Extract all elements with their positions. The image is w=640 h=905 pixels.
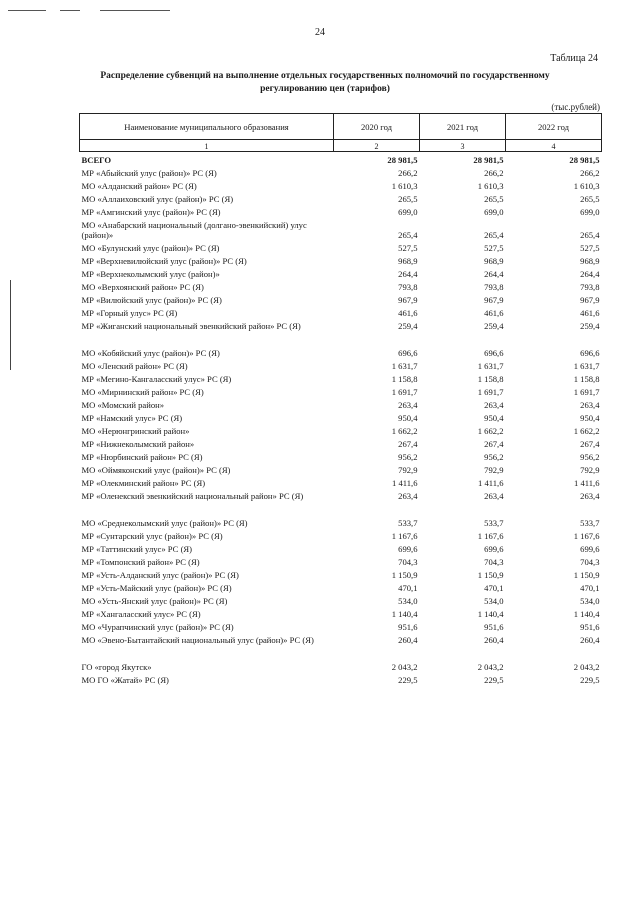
value-2020: 967,9: [398, 295, 418, 305]
value-2020: 265,5: [398, 194, 418, 204]
table-row: [80, 318, 602, 331]
table-row: [80, 462, 602, 475]
value-2021: 260,4: [484, 635, 504, 645]
table-row: [80, 204, 602, 217]
value-2020: 792,9: [398, 465, 418, 475]
value-2021: 533,7: [484, 518, 504, 528]
value-2020: 229,5: [398, 675, 418, 685]
value-2020: 1 411,6: [392, 478, 418, 488]
value-2022: 263,4: [580, 491, 600, 501]
value-2021: 1 610,3: [477, 181, 504, 191]
value-2022: 1 610,3: [573, 181, 600, 191]
municipality-name: МР «Амгинский улус (район)» РС (Я): [81, 207, 221, 217]
municipality-name: МР «Нюрбинский район» РС (Я): [81, 452, 203, 462]
column-number: 4: [506, 140, 602, 152]
subsidy-table: [79, 113, 602, 685]
value-2020: 699,6: [398, 544, 418, 554]
value-2021: 1 150,9: [477, 570, 504, 580]
municipality-name: МО «Ленский район» РС (Я): [81, 361, 188, 371]
municipality-name: МР «Усть-Майский улус (район)» РС (Я): [81, 583, 232, 593]
value-2022: 699,6: [580, 544, 600, 554]
municipality-name: МР «Таттинский улус» РС (Я): [81, 544, 193, 554]
value-2022: 229,5: [580, 675, 600, 685]
total-2021: 28 981,5: [473, 155, 504, 165]
value-2021: 1 631,7: [477, 361, 504, 371]
municipality-name: МР «Жиганский национальный эвенкийский район» РС (Я): [81, 321, 301, 331]
value-2022: 1 158,8: [573, 374, 600, 384]
municipality-name: МР «Верхневилюйский улус (район)» РС (Я): [81, 256, 247, 266]
table-row: [80, 384, 602, 397]
value-2022: 534,0: [580, 596, 600, 606]
value-2021: 470,1: [484, 583, 504, 593]
value-2021: 704,3: [484, 557, 504, 567]
value-2022: 259,4: [580, 321, 600, 331]
value-2020: 793,8: [398, 282, 418, 292]
table-row: [80, 619, 602, 632]
value-2021: 968,9: [484, 256, 504, 266]
value-2021: 264,4: [484, 269, 504, 279]
value-2020: 1 150,9: [391, 570, 418, 580]
value-2021: 259,4: [484, 321, 504, 331]
table-row: [80, 305, 602, 318]
total-row: [80, 152, 602, 166]
municipality-name: МО «Момский район»: [81, 400, 165, 410]
value-2022: 1 140,4: [573, 609, 600, 619]
scan-artifact-line: [8, 10, 46, 11]
group-spacer: [80, 645, 602, 659]
municipality-name: ГО «город Якутск»: [81, 662, 152, 672]
column-header-2020: 2020 год: [334, 114, 420, 140]
municipality-name: МР «Намский улус» РС (Я): [81, 413, 183, 423]
table-row: [80, 358, 602, 371]
group-spacer: [80, 501, 602, 515]
value-2020: 263,4: [398, 491, 418, 501]
value-2021: 263,4: [484, 400, 504, 410]
value-2020: 267,4: [398, 439, 418, 449]
value-2022: 1 631,7: [573, 361, 600, 371]
value-2021: 2 043,2: [477, 662, 504, 672]
table-row: [80, 165, 602, 178]
value-2021: 951,6: [484, 622, 504, 632]
municipality-name: МР «Нижнеколымский район»: [81, 439, 195, 449]
value-2021: 461,6: [484, 308, 504, 318]
value-2022: 264,4: [580, 269, 600, 279]
value-2022: 951,6: [580, 622, 600, 632]
value-2021: 1 167,6: [477, 531, 504, 541]
value-2020: 533,7: [398, 518, 418, 528]
municipality-name: МР «Хангаласский улус» РС (Я): [81, 609, 201, 619]
margin-mark: [10, 280, 11, 370]
table-row: [80, 515, 602, 528]
table-row: [80, 279, 602, 292]
table-row: [80, 423, 602, 436]
value-2021: 699,6: [484, 544, 504, 554]
value-2021: 696,6: [484, 348, 504, 358]
value-2022: 968,9: [580, 256, 600, 266]
value-2020: 260,4: [398, 635, 418, 645]
value-2021: 950,4: [484, 413, 504, 423]
table-label: Таблица 24: [550, 53, 598, 64]
table-row: [80, 672, 602, 685]
value-2021: 266,2: [484, 168, 504, 178]
table-row: [80, 632, 602, 645]
page-number: 24: [315, 27, 325, 38]
value-2022: 470,1: [580, 583, 600, 593]
value-2020: 1 140,4: [391, 609, 418, 619]
value-2020: 1 167,6: [391, 531, 418, 541]
value-2022: 1 167,6: [573, 531, 600, 541]
municipality-name: МР «Горный улус» РС (Я): [81, 308, 178, 318]
value-2020: 259,4: [398, 321, 418, 331]
table-title: Распределение субвенций на выполнение отдельных государственных полномочий по государственному регулированию цен (тарифов): [100, 71, 550, 94]
value-2021: 956,2: [484, 452, 504, 462]
value-2022: 267,4: [580, 439, 600, 449]
group-spacer: [80, 331, 602, 345]
value-2022: 527,5: [580, 243, 600, 253]
municipality-name: МО «Оймяконский улус (район)» РС (Я): [81, 465, 231, 475]
value-2021: 527,5: [484, 243, 504, 253]
value-2022: 2 043,2: [573, 662, 600, 672]
value-2022: 1 150,9: [573, 570, 600, 580]
table-row: [80, 178, 602, 191]
units-label: (тыс.рублей): [551, 102, 600, 112]
value-2020: 1 631,7: [391, 361, 418, 371]
table-row: [80, 266, 602, 279]
value-2021: 263,4: [484, 491, 504, 501]
value-2022: 950,4: [580, 413, 600, 423]
municipality-name: МО «Среднеколымский улус (район)» РС (Я): [81, 518, 248, 528]
value-2022: 533,7: [580, 518, 600, 528]
value-2022: 265,5: [580, 194, 600, 204]
table-row: [80, 371, 602, 384]
value-2020: 265,4: [398, 230, 418, 240]
value-2021: 792,9: [484, 465, 504, 475]
value-2022: 699,0: [580, 207, 600, 217]
value-2022: 967,9: [580, 295, 600, 305]
column-number: 1: [80, 140, 334, 152]
value-2022: 1 691,7: [573, 387, 600, 397]
municipality-name: МО «Нерюнгринский район»: [81, 426, 190, 436]
value-2022: 263,4: [580, 400, 600, 410]
table-row: [80, 606, 602, 619]
value-2021: 1 411,6: [478, 478, 504, 488]
value-2021: 699,0: [484, 207, 504, 217]
table-row: [80, 217, 602, 240]
table-row: [80, 554, 602, 567]
value-2020: 696,6: [398, 348, 418, 358]
value-2022: 956,2: [580, 452, 600, 462]
value-2020: 950,4: [398, 413, 418, 423]
table-row: [80, 659, 602, 672]
value-2022: 265,4: [580, 230, 600, 240]
municipality-name: МО «Булунский улус (район)» РС (Я): [81, 243, 220, 253]
value-2022: 696,6: [580, 348, 600, 358]
table-row: [80, 593, 602, 606]
value-2021: 967,9: [484, 295, 504, 305]
municipality-name: МО «Анабарский национальный (долгано-эвенкийский) улус (район)»: [81, 220, 307, 240]
municipality-name: МО «Алданский район» РС (Я): [81, 181, 197, 191]
value-2020: 1 158,8: [391, 374, 418, 384]
value-2020: 2 043,2: [391, 662, 418, 672]
municipality-name: МР «Усть-Алданский улус (район)» РС (Я): [81, 570, 239, 580]
municipality-name: МО ГО «Жатай» РС (Я): [81, 675, 169, 685]
municipality-name: МО «Кобяйский улус (район)» РС (Я): [81, 348, 220, 358]
value-2022: 704,3: [580, 557, 600, 567]
value-2021: 265,4: [484, 230, 504, 240]
value-2020: 527,5: [398, 243, 418, 253]
value-2020: 704,3: [398, 557, 418, 567]
value-2021: 1 140,4: [477, 609, 504, 619]
value-2021: 534,0: [484, 596, 504, 606]
municipality-name: МО «Аллаиховский улус (район)» РС (Я): [81, 194, 234, 204]
table-row: [80, 475, 602, 488]
table-row: [80, 541, 602, 554]
municipality-name: МР «Абыйский улус (район)» РС (Я): [81, 168, 217, 178]
municipality-name: МО «Верхоянский район» РС (Я): [81, 282, 204, 292]
municipality-name: МР «Мегино-Кангаласский улус» РС (Я): [81, 374, 232, 384]
value-2022: 793,8: [580, 282, 600, 292]
table-row: [80, 397, 602, 410]
table-row: [80, 240, 602, 253]
value-2020: 1 610,3: [391, 181, 418, 191]
table-row: [80, 488, 602, 501]
table-row: [80, 436, 602, 449]
value-2022: 461,6: [580, 308, 600, 318]
municipality-name: МР «Сунтарский улус (район)» РС (Я): [81, 531, 223, 541]
value-2022: 260,4: [580, 635, 600, 645]
value-2020: 1 691,7: [391, 387, 418, 397]
column-header-name: Наименование муниципального образования: [80, 114, 334, 140]
table-row: [80, 449, 602, 462]
municipality-name: МО «Эвено-Бытантайский национальный улус (район)» РС (Я): [81, 635, 314, 645]
table-row: [80, 580, 602, 593]
total-2020: 28 981,5: [387, 155, 418, 165]
value-2021: 793,8: [484, 282, 504, 292]
municipality-name: МР «Оленекский эвенкийский национальный район» РС (Я): [81, 491, 304, 501]
table-row: [80, 292, 602, 305]
value-2020: 951,6: [398, 622, 418, 632]
value-2022: 1 662,2: [573, 426, 600, 436]
value-2021: 1 691,7: [477, 387, 504, 397]
municipality-name: МО «Усть-Янский улус (район)» РС (Я): [81, 596, 228, 606]
table-row: [80, 528, 602, 541]
column-header-2022: 2022 год: [506, 114, 602, 140]
municipality-name: МР «Верхнеколымский улус (район)»: [81, 269, 220, 279]
value-2021: 265,5: [484, 194, 504, 204]
column-header-2021: 2021 год: [420, 114, 506, 140]
municipality-name: МО «Чурапчинский улус (район)» РС (Я): [81, 622, 234, 632]
municipality-name: МР «Олекминский район» РС (Я): [81, 478, 206, 488]
value-2021: 1 158,8: [477, 374, 504, 384]
value-2021: 267,4: [484, 439, 504, 449]
value-2022: 266,2: [580, 168, 600, 178]
municipality-name: МО «Мирнинский район» РС (Я): [81, 387, 204, 397]
value-2022: 792,9: [580, 465, 600, 475]
value-2022: 1 411,6: [574, 478, 600, 488]
municipality-name: МР «Вилюйский улус (район)» РС (Я): [81, 295, 222, 305]
column-number: 2: [334, 140, 420, 152]
table-row: [80, 253, 602, 266]
table-row: [80, 191, 602, 204]
value-2020: 263,4: [398, 400, 418, 410]
value-2021: 1 662,2: [477, 426, 504, 436]
value-2020: 968,9: [398, 256, 418, 266]
value-2020: 461,6: [398, 308, 418, 318]
value-2020: 470,1: [398, 583, 418, 593]
value-2020: 534,0: [398, 596, 418, 606]
value-2020: 264,4: [398, 269, 418, 279]
table-row: [80, 567, 602, 580]
scan-artifact-line: [100, 10, 170, 11]
table-row: [80, 345, 602, 358]
scan-artifact-line: [60, 10, 80, 11]
value-2020: 266,2: [398, 168, 418, 178]
value-2020: 1 662,2: [391, 426, 418, 436]
table-row: [80, 410, 602, 423]
value-2020: 956,2: [398, 452, 418, 462]
value-2020: 699,0: [398, 207, 418, 217]
total-label: ВСЕГО: [81, 155, 112, 165]
value-2021: 229,5: [484, 675, 504, 685]
municipality-name: МР «Томпонский район» РС (Я): [81, 557, 200, 567]
total-2022: 28 981,5: [569, 155, 600, 165]
column-number: 3: [420, 140, 506, 152]
